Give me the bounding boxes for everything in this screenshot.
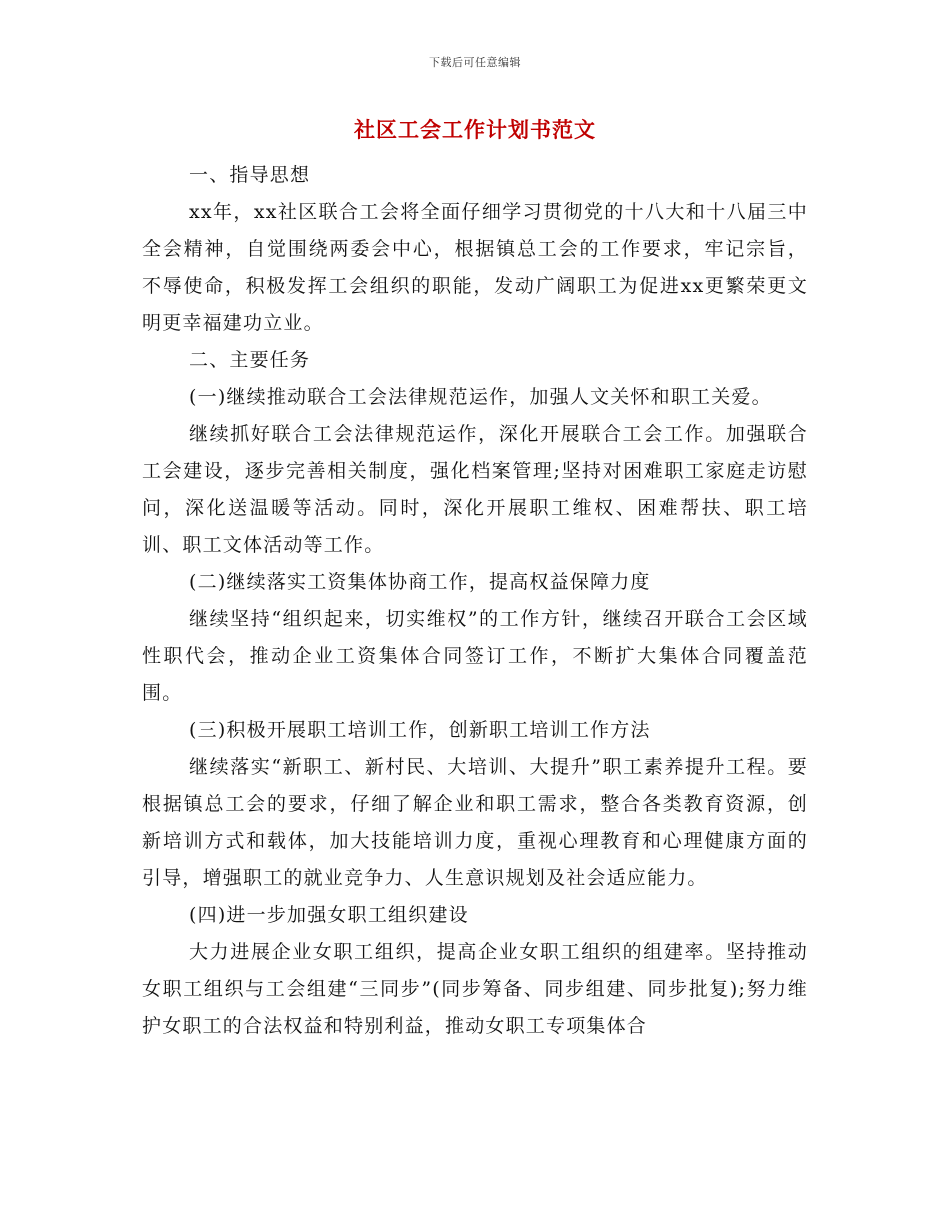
document-title: 社区工会工作计划书范文 <box>354 117 596 142</box>
document-body <box>142 157 808 1045</box>
subheading: (一)继续推动联合工会法律规范运作，加强人文关怀和职工关爱。 <box>189 386 772 408</box>
subheading: (三)积极开展职工培训工作，创新职工培训工作方法 <box>189 719 651 741</box>
paragraph: 大力进展企业女职工组织，提高企业女职工组织的组建率。坚持推动女职工组织与工会组建“三同步”(同步筹备、同步组建、同步批复);努力维护女职工的合法权益和特别利益，推动女职工专项集体合 <box>142 941 808 1037</box>
header-note: 下载后可任意编辑 <box>429 56 521 69</box>
section-heading-main-tasks: 二、主要任务 <box>189 349 311 371</box>
subheading: (四)进一步加强女职工组织建设 <box>189 904 469 926</box>
subheading: (二)继续落实工资集体协商工作，提高权益保障力度 <box>189 571 651 593</box>
section-heading-guiding-ideology: 一、指导思想 <box>189 164 311 186</box>
paragraph: xx年，xx社区联合工会将全面仔细学习贯彻党的十八大和十八届三中全会精神，自觉围绕两委会中心，根据镇总工会的工作要求，牢记宗旨，不辱使命，积极发挥工会组织的职能，发动广阔职工为促进xx更繁荣更文明更幸福建功立业。 <box>142 201 808 334</box>
paragraph: 继续落实“新职工、新村民、大培训、大提升”职工素养提升工程。要根据镇总工会的要求，仔细了解企业和职工需求，整合各类教育资源，创新培训方式和载体，加大技能培训力度，重视心理教育和心理健康方面的引导，增强职工的就业竞争力、人生意识规划及社会适应能力。 <box>142 756 808 889</box>
paragraph: 继续坚持“组织起来，切实维权”的工作方针，继续召开联合工会区域性职代会，推动企业工资集体合同签订工作，不断扩大集体合同覆盖范围。 <box>142 608 808 704</box>
paragraph: 继续抓好联合工会法律规范运作，深化开展联合工会工作。加强联合工会建设，逐步完善相关制度，强化档案管理;坚持对困难职工家庭走访慰问，深化送温暖等活动。同时，深化开展职工维权、困难帮扶、职工培训、职工文体活动等工作。 <box>142 423 808 556</box>
